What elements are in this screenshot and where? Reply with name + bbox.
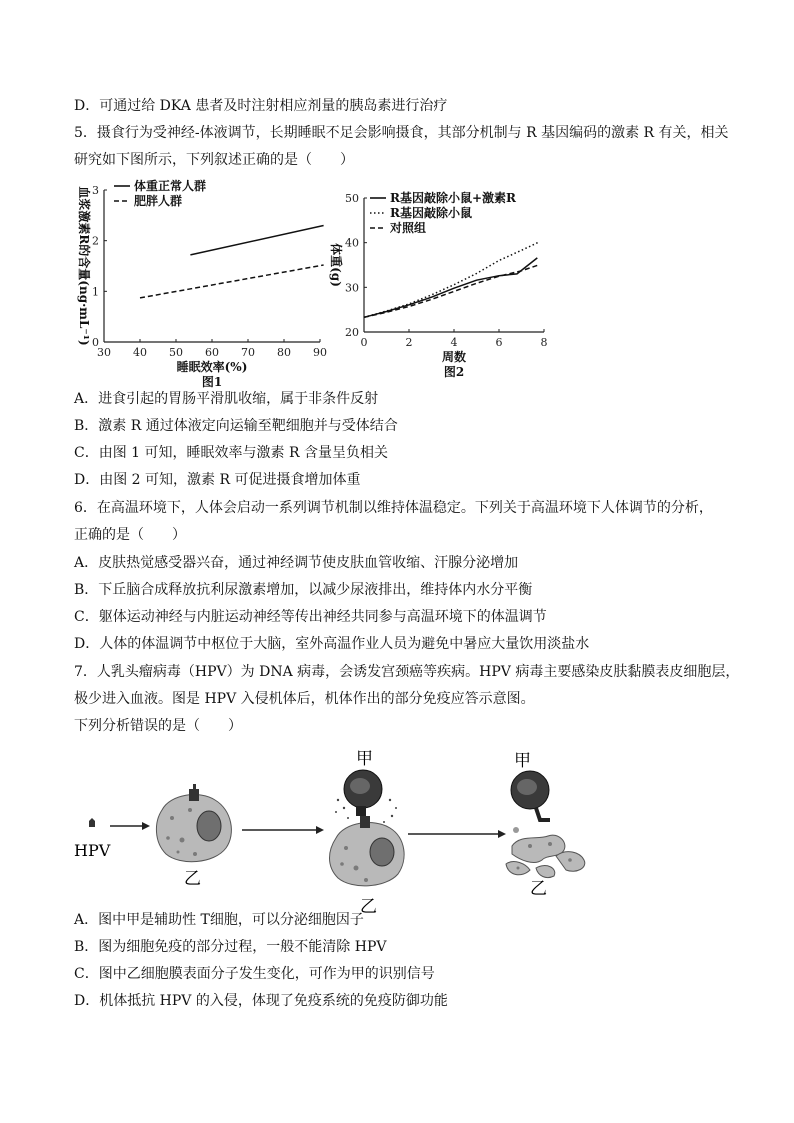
series-line xyxy=(364,258,537,317)
q6-option-d: D．人体的体温调节中枢位于大脑，室外高温作业人员为避免中暑应大量饮用淡盐水 xyxy=(74,636,590,652)
legend-label: 体重正常人群 xyxy=(134,179,207,193)
q6-stem-line1: 6．在高温环境下，人体会启动一系列调节机制以维持体温稳定。下列关于高温环境下人体调节的分析， xyxy=(74,500,713,516)
x-axis-label: 睡眠效率(%) xyxy=(176,360,248,374)
series-line xyxy=(364,242,540,317)
x-tick-label: 80 xyxy=(277,346,291,359)
x-axis-label: 周数 xyxy=(441,350,467,364)
x-tick-label: 40 xyxy=(133,346,147,359)
x-tick-label: 4 xyxy=(450,336,458,349)
cell-yi-label-2: 乙 xyxy=(360,897,377,917)
series-line xyxy=(140,265,324,298)
arrow-icon xyxy=(408,830,506,838)
series-line xyxy=(190,226,323,255)
figure1-chart xyxy=(74,178,327,389)
y-tick-label: 0 xyxy=(92,336,99,349)
target-cell-icon xyxy=(330,816,405,886)
legend-label: 对照组 xyxy=(390,221,427,235)
arrow-icon xyxy=(242,826,324,834)
q5-stem-line2: 研究如下图所示，下列叙述正确的是（ ） xyxy=(74,152,354,168)
x-tick-label: 2 xyxy=(405,336,413,349)
arrow-icon xyxy=(110,822,150,830)
t-cell-icon xyxy=(344,770,382,816)
y-tick-label: 40 xyxy=(345,236,359,250)
q6-option-c: C．躯体运动神经与内脏运动神经等传出神经共同参与高温环境下的体温调节 xyxy=(74,609,547,625)
q6-option-a: A．皮肤热觉感受器兴奋，通过神经调节使皮肤血管收缩、汗腺分泌增加 xyxy=(74,555,519,571)
figure-caption: 图2 xyxy=(443,365,465,379)
legend-label: R基因敲除小鼠 xyxy=(390,206,472,220)
q5-option-b: B．激素 R 通过体液定向运输至靶细胞并与受体结合 xyxy=(74,418,398,434)
infected-cell-icon xyxy=(156,784,231,862)
q7-stem-line1: 7．人乳头瘤病毒（HPV）为 DNA 病毒，会诱发宫颈癌等疾病。HPV 病毒主要感染皮肤黏膜表皮细胞层， xyxy=(74,664,740,680)
x-tick-label: 0 xyxy=(360,336,368,349)
y-tick-label: 50 xyxy=(345,192,359,205)
q7-stem-line3: 下列分析错误的是（ ） xyxy=(74,718,242,734)
hpv-label: HPV xyxy=(74,841,111,860)
t-cell-icon xyxy=(511,771,550,820)
figure-caption: 图1 xyxy=(201,375,223,389)
hpv-virus-icon xyxy=(89,818,95,827)
q7-option-c: C．图中乙细胞膜表面分子发生变化，可作为甲的识别信号 xyxy=(74,966,435,982)
y-tick-label: 30 xyxy=(345,281,359,295)
x-tick-label: 90 xyxy=(313,346,327,359)
x-tick-label: 50 xyxy=(169,346,183,359)
y-axis-label: 体重(g) xyxy=(329,243,343,287)
y-tick-label: 20 xyxy=(345,326,359,339)
x-tick-label: 70 xyxy=(241,346,255,359)
cell-yi-label-1: 乙 xyxy=(184,869,201,889)
q7-option-b: B．图为细胞免疫的部分过程，一般不能清除 HPV xyxy=(74,939,387,955)
lysed-cell-icon xyxy=(506,827,585,878)
q4-option-d: D．可通过给 DKA 患者及时注射相应剂量的胰岛素进行治疗 xyxy=(74,98,448,114)
q7-stem-line2: 极少进入血液。图是 HPV 入侵机体后，机体作出的部分免疫应答示意图。 xyxy=(74,691,535,707)
y-tick-label: 1 xyxy=(92,285,99,299)
q7-option-d: D．机体抵抗 HPV 的入侵，体现了免疫系统的免疫防御功能 xyxy=(74,993,448,1009)
x-tick-label: 30 xyxy=(97,346,111,359)
series-line xyxy=(364,265,537,317)
x-tick-label: 60 xyxy=(205,346,219,359)
figure2-chart xyxy=(322,182,562,382)
q5-option-c: C．由图 1 可知，睡眠效率与激素 R 含量呈负相关 xyxy=(74,445,388,461)
x-tick-label: 6 xyxy=(495,336,503,349)
legend-label: R基因敲除小鼠+激素R xyxy=(390,191,517,205)
x-tick-label: 8 xyxy=(540,336,548,349)
q5-option-a: A．进食引起的胃肠平滑肌收缩，属于非条件反射 xyxy=(74,391,379,407)
immune-response-figure xyxy=(60,742,620,917)
q7-option-a: A．图中甲是辅助性 T细胞，可以分泌细胞因子 xyxy=(74,912,364,928)
y-tick-label: 3 xyxy=(92,184,99,197)
y-tick-label: 2 xyxy=(92,234,99,248)
q5-stem-line1: 5．摄食行为受神经-体液调节，长期睡眠不足会影响摄食，其部分机制与 R 基因编码的激素 R 有关，相关 xyxy=(74,125,729,141)
q6-option-b: B．下丘脑合成释放抗利尿激素增加，以减少尿液排出，维持体内水分平衡 xyxy=(74,582,533,598)
q5-option-d: D．由图 2 可知，激素 R 可促进摄食增加体重 xyxy=(74,472,361,488)
legend-label: 肥胖人群 xyxy=(134,194,183,208)
cell-yi-label-3: 乙 xyxy=(530,879,547,899)
cell-jia-label-2: 甲 xyxy=(514,751,531,771)
y-axis-label: 血浆激素R的含量(ng·mL⁻¹) xyxy=(77,186,91,346)
cell-jia-label-1: 甲 xyxy=(356,749,373,769)
q6-stem-line2: 正确的是（ ） xyxy=(74,527,186,543)
